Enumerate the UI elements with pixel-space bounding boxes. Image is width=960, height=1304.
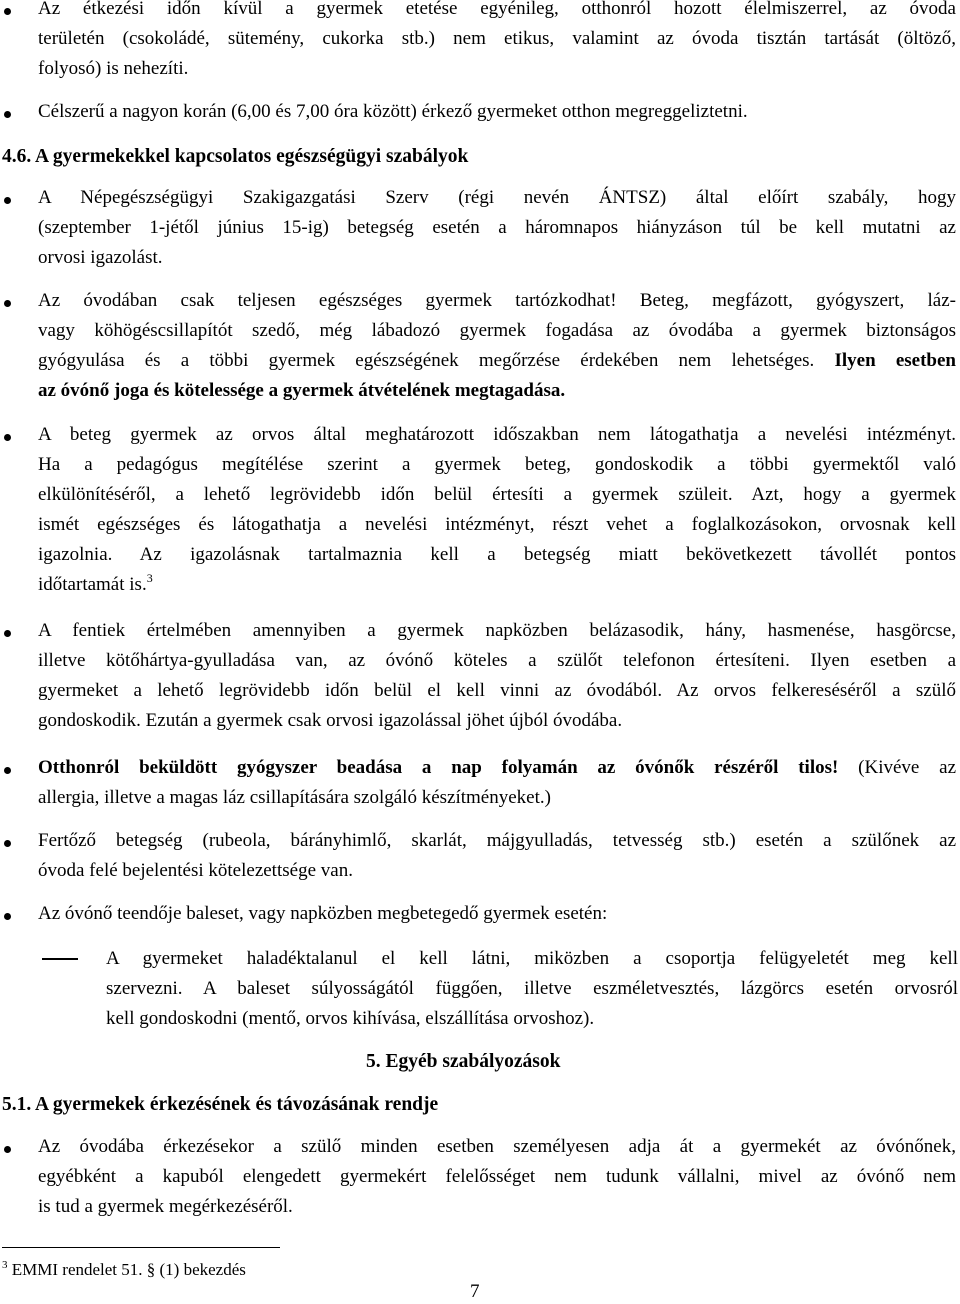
text-line: vagy köhögéscsillapítót szedő, még lábadozó gyermek fogadása az óvodába a gyermek biztonságos	[38, 320, 956, 341]
text-line: A fentiek értelmében amennyiben a gyermek napközben belázasodik, hány, hasmenése, hasgörcse,	[38, 620, 956, 641]
footnote-number: 3	[2, 1259, 8, 1271]
bullet-item	[38, 616, 956, 736]
text-line: (szeptember 1-jétől június 15-ig) betegség esetén a háromnapos hiányzáson túl be kell mutatni az	[38, 217, 956, 238]
subsection-heading: 5.1. A gyermekek érkezésének és távozásának rendje	[2, 1094, 439, 1115]
bold-run: Otthonról beküldött gyógyszer beadása a nap folyamán az óvónők részéről tilos!	[38, 757, 839, 778]
text-run: időtartamát is.	[38, 574, 147, 595]
text-line: szervezni. A baleset súlyosságától függően, illetve eszméletvesztés, lázgörcs esetén orvosról	[106, 978, 958, 999]
footnote	[2, 1258, 246, 1282]
dash-icon	[42, 958, 78, 960]
text-line: Fertőző betegség (rubeola, bárányhimlő, skarlát, májgyulladás, tetvesség stb.) esetén a szülőnek az	[38, 830, 956, 851]
footnote-separator	[2, 1247, 280, 1248]
text-line: folyosó) is nehezíti.	[38, 58, 189, 79]
bullet-icon	[4, 913, 11, 920]
bullet-item	[38, 1132, 956, 1222]
bullet-icon	[4, 111, 11, 118]
bullet-icon	[4, 840, 11, 847]
text-run: gyógyulása és a többi gyermek egészségének megőrzése érdekében nem lehetséges.	[38, 350, 835, 371]
footnote-ref: 3	[146, 571, 153, 585]
text-line: területén (csokoládé, sütemény, cukorka stb.) nem etikus, valamint az óvoda tisztán tartását (öltöző,	[38, 28, 956, 49]
text-line: Az óvónő teendője baleset, vagy napközben megbetegedő gyermek esetén:	[38, 903, 608, 924]
text-line: egyébként a kapuból elengedett gyermekért felelősséget nem tudunk vállalni, mivel az óvónő nem	[38, 1166, 956, 1187]
text-line: Az óvodába érkezésekor a szülő minden esetben személyesen adja át a gyermekét az óvónőnek,	[38, 1136, 956, 1157]
text-line: allergia, illetve a magas láz csillapítására szolgáló készítményeket.)	[38, 787, 551, 808]
section-heading: 5. Egyéb szabályozások	[366, 1051, 561, 1072]
text-line: óvoda felé bejelentési kötelezettsége van.	[38, 860, 353, 881]
bold-line: az óvónő joga és kötelessége a gyermek átvételének megtagadása.	[38, 380, 566, 401]
bullet-item	[38, 420, 956, 600]
text-line: gondoskodik. Ezután a gyermek csak orvosi igazolással jöhet újból óvodába.	[38, 710, 623, 731]
text-line: A Népegészségügyi Szakigazgatási Szerv (régi nevén ÁNTSZ) által előírt szabály, hogy	[38, 187, 956, 208]
text-line: orvosi igazolást.	[38, 247, 163, 268]
bullet-item	[38, 826, 956, 886]
bold-run: Ilyen esetben	[834, 350, 956, 371]
section-heading: 4.6. A gyermekekkel kapcsolatos egészségügyi szabályok	[2, 146, 469, 167]
footnote-text: EMMI rendelet 51. § (1) bekezdés	[11, 1260, 246, 1279]
text-line: A gyermeket haladéktalanul el kell látni, miközben a csoportja felügyeletét meg kell	[106, 948, 958, 969]
bullet-item	[38, 753, 956, 813]
text-run: Beteg, megfázott, gyógyszert, láz-	[616, 290, 956, 311]
text-line: Az étkezési időn kívül a gyermek etetése egyénileg, otthonról hozott élelmiszerrel, az óvoda	[38, 0, 956, 19]
text-line: is tud a gyermek megérkezéséről.	[38, 1196, 293, 1217]
dash-item	[106, 944, 958, 1034]
page-number: 7	[470, 1281, 480, 1302]
bullet-icon	[4, 8, 11, 15]
text-line: ismét egészséges és látogathatja a nevelési intézményt, részt vehet a foglalkozásokon, orvosnak kell	[38, 514, 956, 535]
text-run: Az óvodában csak teljesen egészséges gyermek tartózkodhat!	[38, 290, 617, 311]
text-line: A beteg gyermek az orvos által meghatározott időszakban nem látogathatja a nevelési intézményt.	[38, 424, 956, 445]
text-line: Ha a pedagógus megítélése szerint a gyermek beteg, gondoskodik a többi gyermektől való	[38, 454, 956, 475]
bullet-icon	[4, 767, 11, 774]
bullet-icon	[4, 197, 11, 204]
text-run: (Kivéve az	[838, 757, 956, 778]
bullet-icon	[4, 630, 11, 637]
text-line: igazolnia. Az igazolásnak tartalmaznia kell a betegség miatt bekövetkezett távollét pontos	[38, 544, 956, 565]
bullet-icon	[4, 300, 11, 307]
bullet-item	[38, 0, 956, 84]
text-line: elkülönítéséről, a lehető legrövidebb időn belül értesíti a gyermek szüleit. Azt, hogy a gyermek	[38, 484, 956, 505]
text-line: kell gondoskodni (mentő, orvos kihívása, elszállítása orvoshoz).	[106, 1008, 595, 1029]
text-line: Célszerű a nagyon korán (6,00 és 7,00 óra között) érkező gyermeket otthon megreggeliztetni.	[38, 101, 748, 122]
bullet-item	[38, 286, 956, 406]
bullet-item	[38, 899, 956, 929]
bullet-item	[38, 97, 956, 127]
bullet-icon	[4, 434, 11, 441]
text-line: gyermeket a lehető legrövidebb időn belül el kell vinni az óvodából. Az orvos felkereséséről a szülő	[38, 680, 956, 701]
text-line: illetve kötőhártya-gyulladása van, az óvónő köteles a szülőt telefonon értesíteni. Ilyen esetben a	[38, 650, 956, 671]
bullet-icon	[4, 1146, 11, 1153]
bullet-item	[38, 183, 956, 273]
